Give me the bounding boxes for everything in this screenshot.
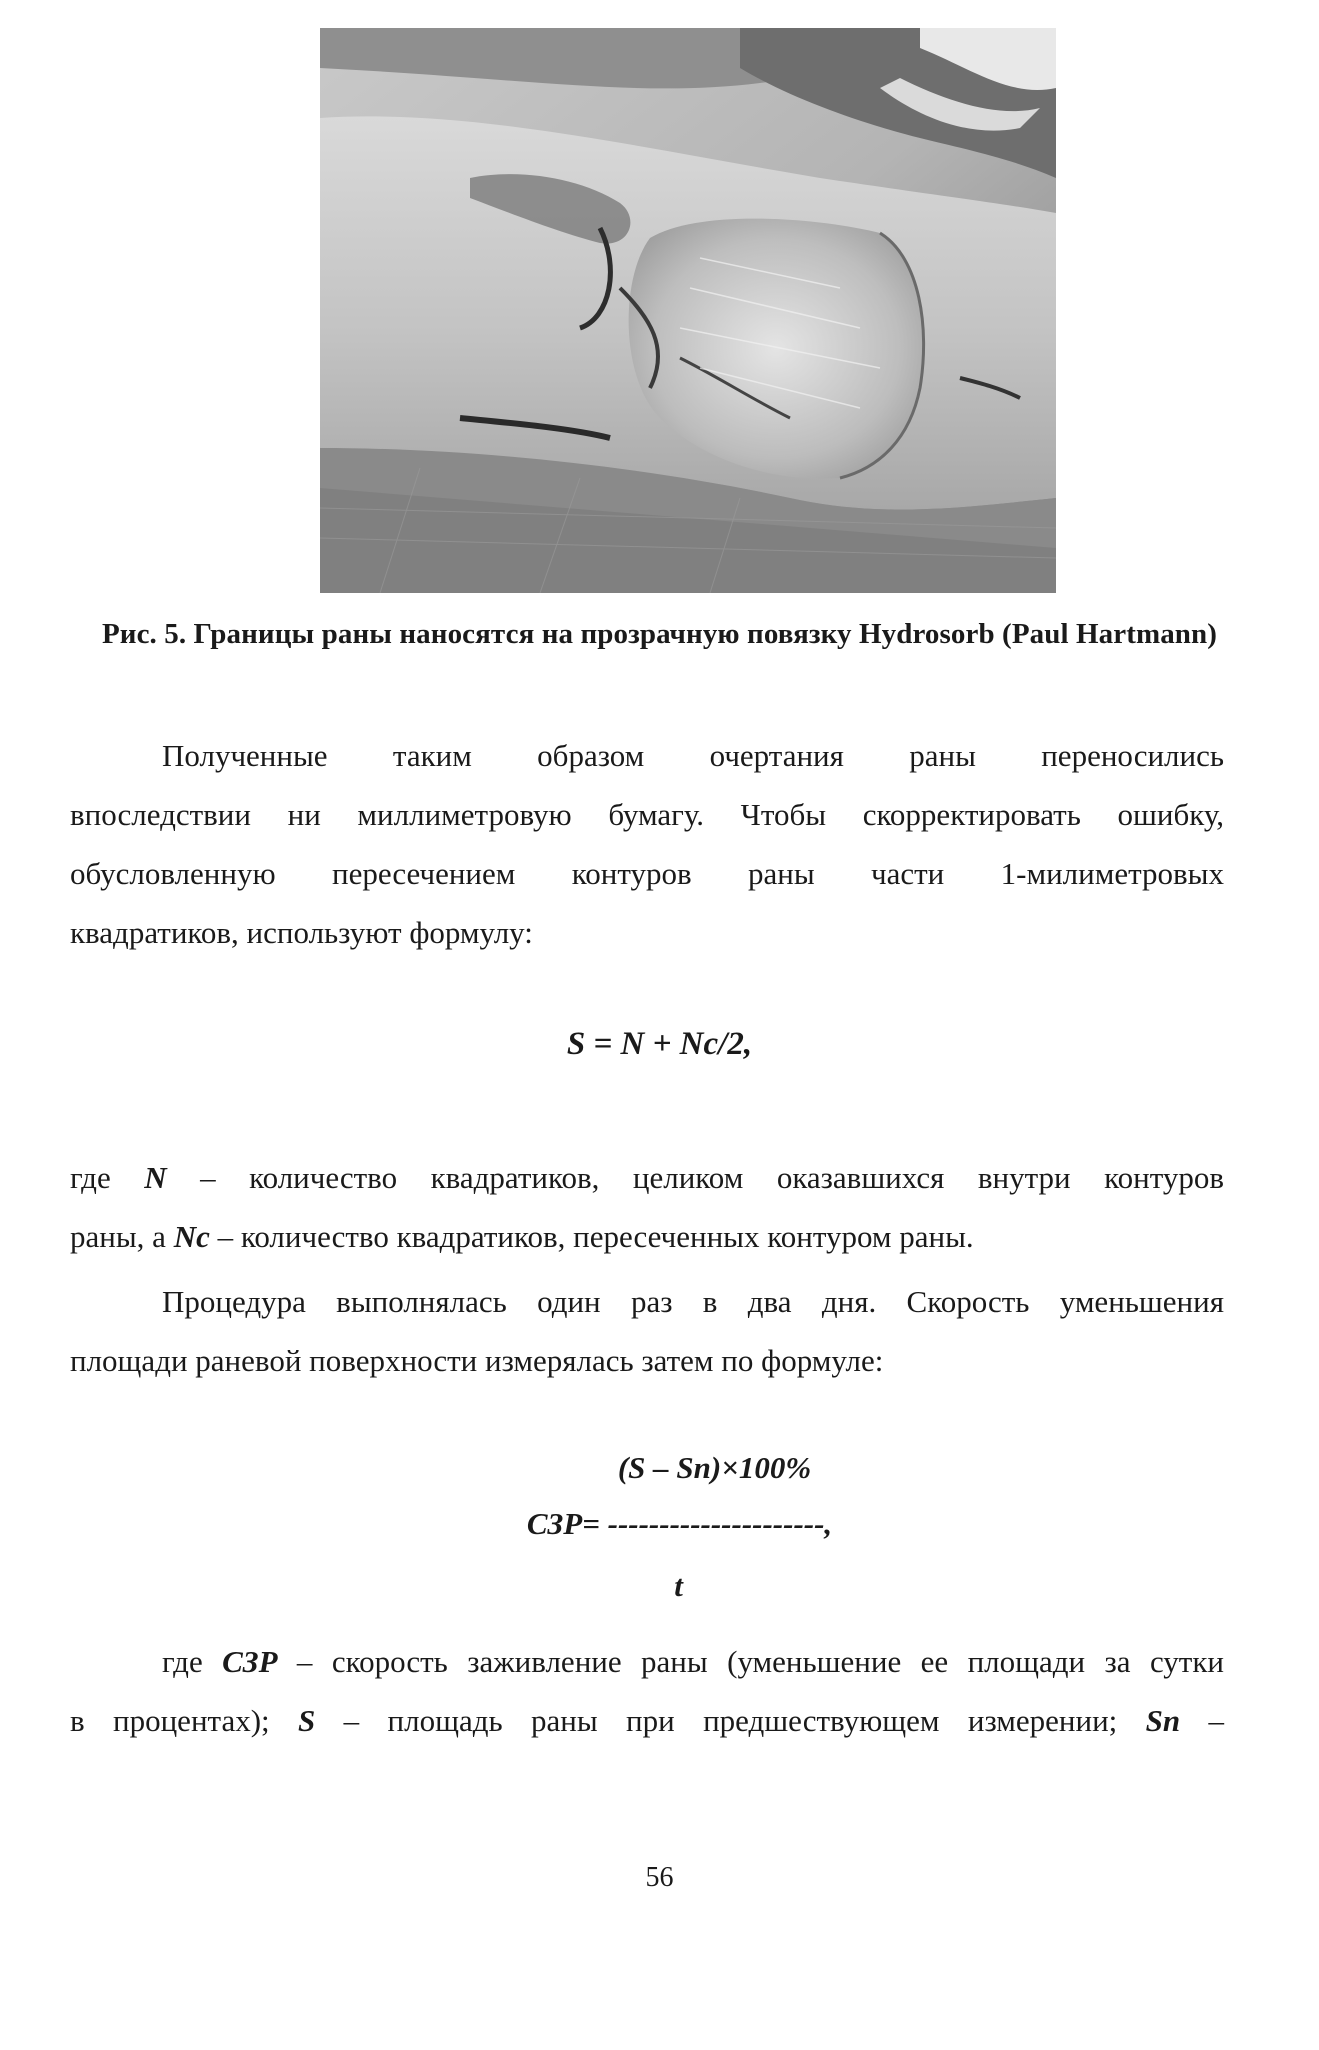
variable-nc: Nc	[173, 1219, 210, 1254]
formula-area: S = N + Nc/2,	[566, 1026, 753, 1062]
paragraph-line: квадратиков, используют формулу:	[70, 915, 533, 950]
paragraph-1	[70, 726, 1224, 962]
page-number: 56	[645, 1862, 674, 1893]
variable-n: N	[144, 1160, 167, 1195]
paragraph-4	[70, 1632, 1224, 1750]
paragraph-line: обусловленную пересечением контуров раны части 1-милиметровых	[70, 856, 1224, 891]
paragraph-3	[70, 1272, 1224, 1390]
paragraph-2	[70, 1148, 1224, 1266]
formula-lhs: СЗР= ---------------------,	[526, 1506, 833, 1541]
variable-szr: СЗР	[222, 1644, 278, 1679]
paragraph-line: где N – количество квадратиков, целиком оказавшихся внутри контуров	[70, 1160, 1225, 1195]
wound-dressing-photo	[320, 28, 1056, 593]
paragraph-line: Полученные таким образом очертания раны переносились	[162, 738, 1224, 773]
paragraph-line: Процедура выполнялась один раз в два дня. Скорость уменьшения	[162, 1284, 1224, 1319]
paragraph-line: впоследствии ни миллиметровую бумагу. Чтобы скорректировать ошибку,	[70, 797, 1224, 832]
figure-caption: Рис. 5. Границы раны наносятся на прозрачную повязку Hydrosorb (Paul Hartmann)	[101, 618, 1218, 650]
variable-sn: Sn	[1145, 1703, 1181, 1738]
paragraph-line: площади раневой поверхности измерялась затем по формуле:	[70, 1343, 884, 1378]
formula-numerator: (S – Sn)×100%	[617, 1450, 812, 1485]
variable-s: S	[298, 1703, 316, 1738]
paragraph-line: в процентах); S – площадь раны при предшествующем измерении; Sn –	[70, 1703, 1224, 1738]
formula-denominator: t	[674, 1568, 683, 1603]
paragraph-line: где СЗР – скорость заживление раны (уменьшение ее площади за сутки	[162, 1644, 1225, 1679]
paragraph-line: раны, а Nc – количество квадратиков, пересеченных контуром раны.	[70, 1219, 974, 1254]
